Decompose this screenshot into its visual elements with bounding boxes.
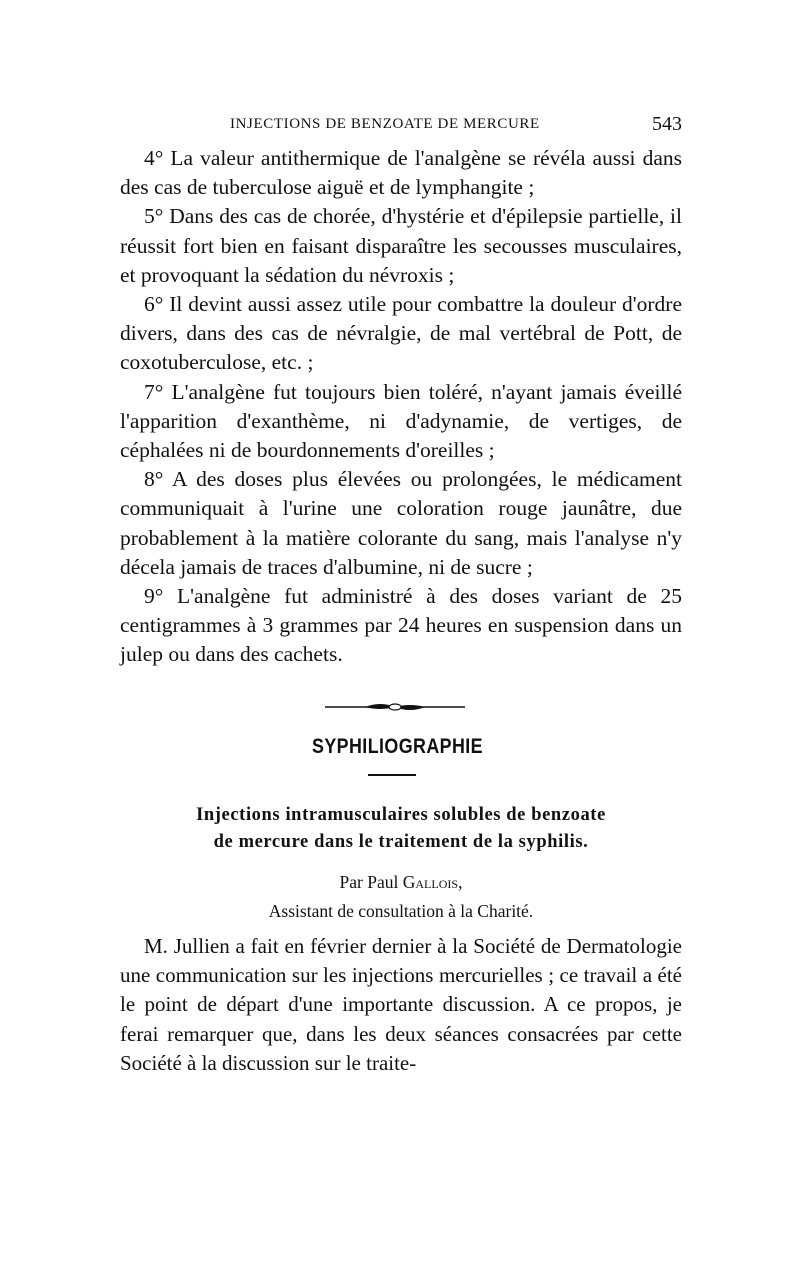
- author-line: [120, 868, 682, 897]
- running-header: [120, 113, 682, 138]
- author-surname: Gallois: [402, 872, 459, 892]
- section-rule: [368, 774, 416, 776]
- paragraph-6: 6° Il devint aussi assez utile pour combattre la douleur d'ordre divers, dans des cas de névralgie, de mal vertébral de Pott, de coxotuberculose, etc. ;: [120, 292, 682, 375]
- author-affiliation: Assistant de consultation à la Charité.: [268, 901, 534, 921]
- paragraph-9: 9° L'analgène fut administré à des doses variant de 25 centigrammes à 3 grammes par 24 heures en suspension dans un julep ou dans des cachets.: [120, 584, 682, 667]
- article-body: [120, 932, 682, 1078]
- article-paragraph: M. Jullien a fait en février dernier à la Société de Dermatologie une communication sur les injections mercurielles ; ce travail a été le point de départ d'une importante discussion. A ce propos, je ferai remarquer que, dans les deux séances consacrées par cette Société à la discussion sur le traite-: [120, 934, 682, 1075]
- author-prefix: Par Paul: [339, 872, 403, 892]
- article-title-line-1: Injections intramusculaires solubles de benzoate: [196, 805, 606, 825]
- ornament-divider-icon: [325, 700, 465, 714]
- section-title: SYPHILIOGRAPHIE: [312, 735, 484, 758]
- page-number: 543: [652, 113, 682, 135]
- paragraph-7: 7° L'analgène fut toujours bien toléré, n'ayant jamais éveillé l'apparition d'exanthème, ni d'adynamie, de vertiges, de céphalées ni de bourdonnements d'oreilles ;: [120, 379, 682, 463]
- running-title: INJECTIONS DE BENZOATE DE MERCURE: [230, 116, 540, 132]
- numbered-observations: [120, 144, 682, 670]
- paragraph-8: 8° A des doses plus élevées ou prolongées, le médicament communiquait à l'urine une coloration rouge jaunâtre, due probablement à la matière colorante du sang, mais l'analyse n'y décela jamais de traces d'albumine, ni de sucre ;: [120, 467, 682, 579]
- article-title: [120, 802, 682, 856]
- article-title-line-2: de mercure dans le traitement de la syphilis.: [213, 832, 589, 852]
- author-suffix: ,: [458, 872, 463, 892]
- paragraph-5: 5° Dans des cas de chorée, d'hystérie et d'épilepsie partielle, il réussit fort bien en faisant disparaître les secousses musculaires, et provoquant la sédation du névroxis ;: [120, 204, 682, 287]
- paragraph-4: 4° La valeur antithermique de l'analgène se révéla aussi dans des cas de tuberculose aiguë et de lymphangite ;: [120, 146, 682, 200]
- byline: [120, 868, 682, 926]
